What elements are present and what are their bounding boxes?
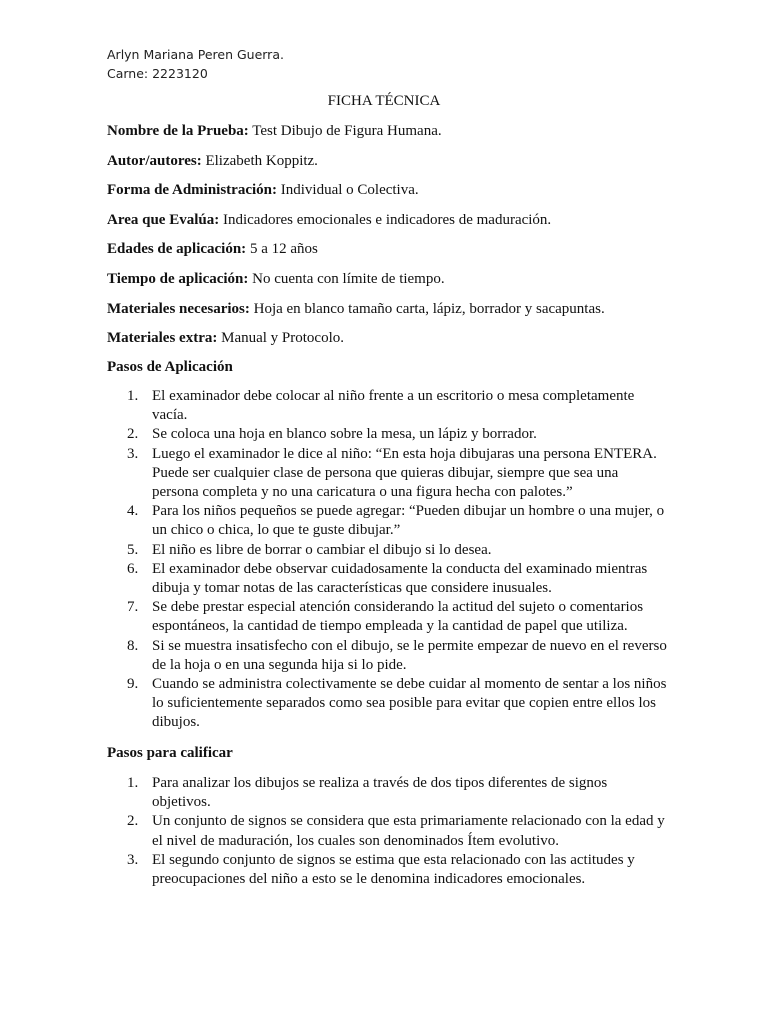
field-time — [107, 269, 667, 299]
field-administration — [107, 180, 667, 210]
list-number: 1. — [127, 775, 139, 791]
list-text: El niño es libre de borrar o cambiar el dibujo si lo desea. — [152, 541, 492, 558]
list-item — [107, 560, 667, 598]
field-label: Area que Evalúa: — [107, 211, 220, 228]
list-item — [107, 541, 667, 560]
field-value: Elizabeth Koppitz. — [205, 152, 318, 169]
list-item — [107, 812, 667, 850]
list-text: Se coloca una hoja en blanco sobre la mesa, un lápiz y borrador. — [152, 426, 537, 443]
field-value: Hoja en blanco tamaño carta, lápiz, borrador y sacapuntas. — [253, 300, 605, 317]
field-value: Indicadores emocionales e indicadores de maduración. — [222, 211, 552, 228]
list-text: Para los niños pequeños se puede agregar: “Pueden dibujar un hombre o una mujer, o un chico o chica, lo que te guste dibujar.” — [152, 503, 665, 539]
list-number: 3. — [127, 445, 139, 462]
list-text: Se debe prestar especial atención considerando la actitud del sujeto o comentarios espontáneos, la cantidad de tiempo empleada y la cantidad de papel que utiliza. — [152, 599, 644, 635]
field-extra-materials — [107, 328, 667, 358]
field-label: Autor/autores: — [107, 152, 202, 169]
list-text: Para analizar los dibujos se realiza a través de dos tipos diferentes de signos objetivos. — [152, 775, 608, 811]
list-number: 2. — [127, 426, 139, 443]
list-number: 6. — [127, 560, 139, 577]
list-item — [107, 675, 667, 733]
field-value: No cuenta con límite de tiempo. — [252, 270, 445, 287]
field-value: Manual y Protocolo. — [221, 330, 345, 347]
list-item — [107, 425, 667, 444]
author-block — [107, 45, 284, 83]
scoring-steps — [107, 774, 667, 889]
field-label: Edades de aplicación: — [107, 241, 247, 258]
field-authors — [107, 151, 667, 181]
field-label: Materiales extra: — [107, 330, 218, 347]
application-steps — [107, 387, 667, 733]
scoring-heading: Pasos para calificar — [107, 745, 233, 761]
list-item — [107, 387, 667, 425]
field-value: Test Dibujo de Figura Humana. — [252, 123, 442, 139]
field-materials — [107, 299, 667, 329]
field-label: Materiales necesarios: — [107, 300, 250, 317]
list-text: Si se muestra insatisfecho con el dibujo, se le permite empezar de nuevo en el reverso de la hoja o en una segunda hija si lo pide. — [152, 637, 667, 673]
technical-fields — [107, 121, 667, 358]
list-item — [107, 774, 667, 812]
field-value: Individual o Colectiva. — [280, 182, 419, 199]
list-number: 4. — [127, 503, 139, 520]
list-item — [107, 598, 667, 636]
list-number: 5. — [127, 541, 139, 558]
document-title: FICHA TÉCNICA — [327, 93, 441, 109]
list-number: 7. — [127, 599, 139, 616]
field-test-name — [107, 121, 667, 151]
list-text: El segundo conjunto de signos se estima que esta relacionado con las actitudes y preocupaciones del niño a esto se le denomina indicadores emocionales. — [152, 851, 635, 888]
list-text: Un conjunto de signos se considera que esta primariamente relacionado con la edad y el nivel de maduración, los cuales son denominados Ítem evolutivo. — [152, 813, 665, 849]
author-carne: Carne: 2223120 — [107, 66, 208, 81]
list-item — [107, 502, 667, 540]
field-area — [107, 210, 667, 240]
list-text: El examinador debe observar cuidadosamente la conducta del examinado mientras dibuja y tomar notas de las características que considere inusuales. — [152, 560, 648, 597]
list-text: El examinador debe colocar al niño frente a un escritorio o mesa completamente vacía. — [152, 388, 635, 424]
list-text: Cuando se administra colectivamente se debe cuidar al momento de sentar a los niños lo suficientemente separados como sea posible para evitar que copien entre ellos los dibujos. — [152, 676, 667, 731]
list-number: 3. — [127, 851, 139, 868]
list-number: 2. — [127, 813, 139, 830]
list-number: 9. — [127, 676, 139, 693]
list-text: Luego el examinador le dice al niño: “En esta hoja dibujaras una persona ENTERA. Puede ser cualquier clase de persona que quieras dibujar, siempre que sea una persona completa y no una caricatura o una figura hecha con palotes.” — [152, 445, 657, 501]
author-name: Arlyn Mariana Peren Guerra. — [107, 47, 284, 62]
list-number: 8. — [127, 637, 139, 654]
list-number: 1. — [127, 388, 139, 404]
field-ages — [107, 239, 667, 269]
list-item — [107, 851, 667, 889]
field-label: Forma de Administración: — [107, 182, 277, 199]
application-heading: Pasos de Aplicación — [107, 359, 233, 375]
field-label: Tiempo de aplicación: — [107, 270, 249, 287]
field-label: Nombre de la Prueba: — [107, 123, 249, 139]
list-item — [107, 637, 667, 675]
field-value: 5 a 12 años — [249, 241, 318, 258]
list-item — [107, 445, 667, 503]
